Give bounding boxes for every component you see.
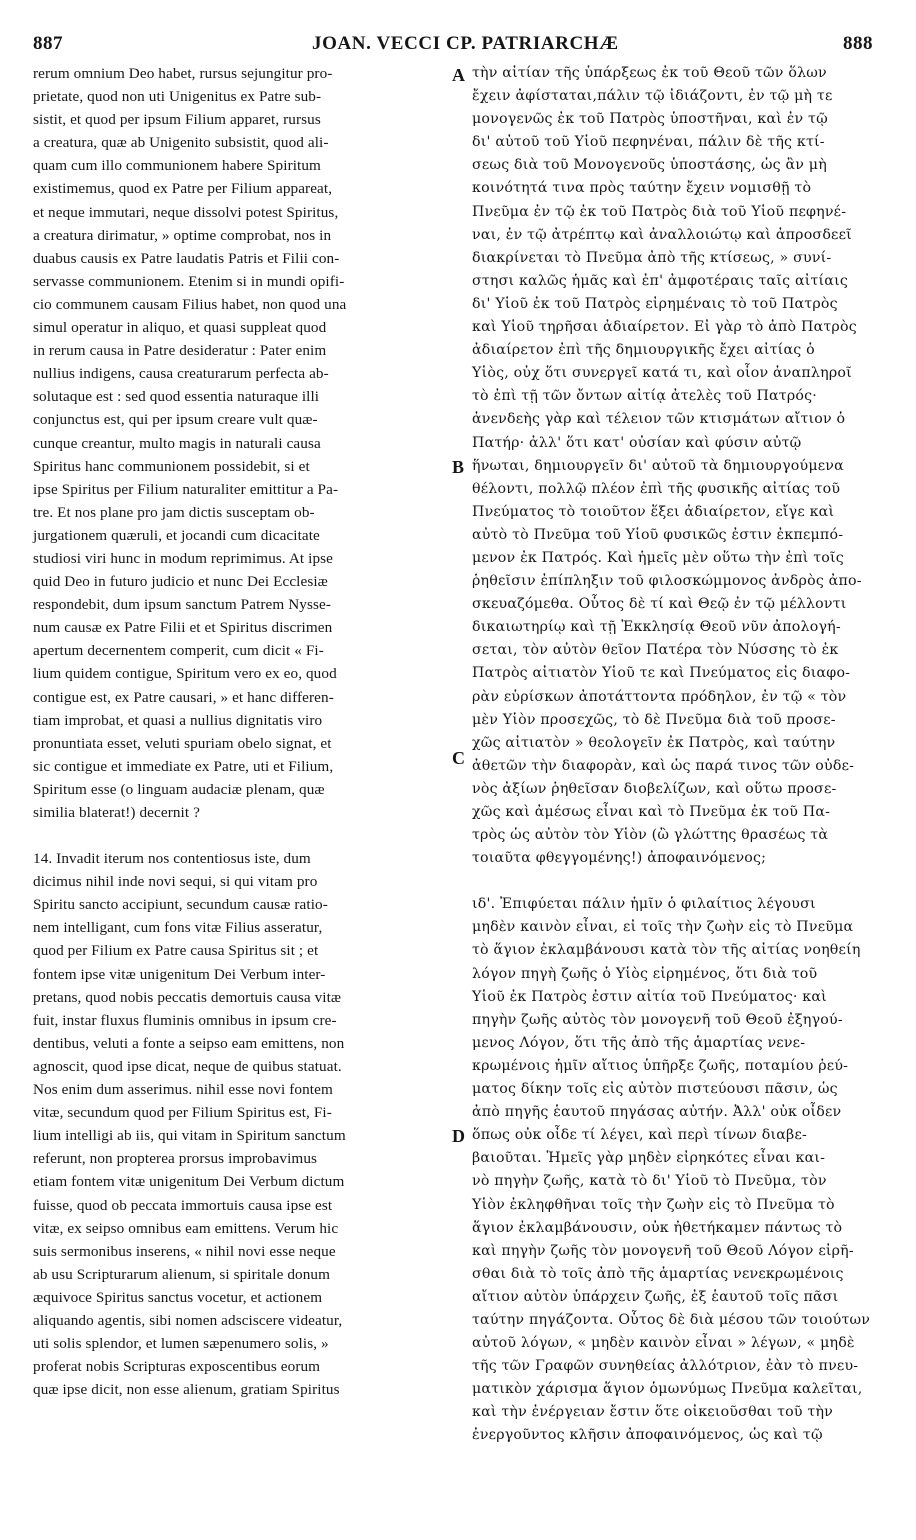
greek-text-line: τὸ ἐπὶ τῇ τῶν ὄντων αἰτίᾳ ἀτελὲς τοῦ Πατρός· [472,388,817,405]
running-title: JOAN. VECCI CP. PATRIARCHÆ [312,33,619,54]
greek-text-line: μενος Λόγον, ὅτι τῆς ἀπὸ τῆς ἁμαρτίας νενε- [472,1034,806,1051]
latin-text-line: existimemus, quod ex Patre per Filium appareat, [33,180,333,198]
latin-text-line: agnoscit, quod ipse dicat, neque de quibus statuat. [33,1057,342,1075]
greek-text-line: ἅγιον ἐκλαμβάνουσιν, οὐκ ἠθετήκαμεν πάντως τὸ [472,1219,843,1236]
greek-text-line: Υἱὸν ἐκληφθῆναι τοῖς τὴν ζωὴν εἰς τὸ Πνεῦμα τὸ [472,1196,835,1213]
latin-paragraph-2 [33,847,451,1401]
greek-text-line: πηγὴν ζωῆς αὐτὸς τὸν μονογενῆ τοῦ Θεοῦ ἐξηγού- [472,1011,843,1028]
greek-text-line: ἀθετῶν τὴν διαφορὰν, καὶ ὡς παρά τινος τῶν οὐδε- [472,757,855,774]
latin-text-line: cio communem causam Filius habet, non quod una [33,295,347,313]
greek-text-line: καὶ πηγὴν ζωῆς τὸν μονογενῆ τοῦ Θεοῦ Λόγον εἰρῆ- [472,1242,854,1259]
greek-text-line: σκευαζόμεθα. Οὗτος δὲ τί καὶ Θεῷ ἐν τῷ μέλλοντι [472,596,847,613]
greek-text-line: στησι καλῶς ἡμᾶς καὶ ἐπ' ἀμφοτέραις ταῖς αἰτίαις [472,272,848,289]
latin-text-line: 14. Invadit iterum nos contentiosus iste, dum [33,850,311,868]
greek-text-line: μενον ἐκ Πατρός. Καὶ ἡμεῖς μὲν οὕτω τὴν ἐπὶ τοῖς [472,549,844,566]
latin-text-line: vitæ, ex seipso omnibus eam emittens. Verum hic [33,1219,339,1237]
paragraph-gap [33,824,451,847]
greek-paragraph-1 [472,62,882,870]
latin-text-line: pronuntiata esset, veluti spuriam obelo signat, et [33,734,332,752]
greek-text-line: καὶ Υἱοῦ τηρῆσαι ἀδιαίρετον. Εἰ γὰρ τὸ ἀπὸ Πατρὸς [472,319,857,336]
greek-text-line: θέλοντι, πολλῷ πλέον ἐπὶ τῆς φυσικῆς αἰτίας τοῦ [472,480,841,497]
latin-text-line: referunt, non propterea prorsus improbavimus [33,1150,318,1168]
latin-text-line: nem intelligant, cum fons vitæ Filius asseratur, [33,919,323,937]
greek-text-line: κρωμένοις ἡμῖν αἴτιος ὑπῆρξε ζωῆς, ποταμίου ῥεύ- [472,1057,849,1074]
greek-text-line: ὅπως οὐκ οἶδε τί λέγει, καὶ περὶ τίνων διαβε- [472,1127,807,1144]
latin-text-line: tre. Et nos plane pro jam dictis susceptam ob- [33,503,315,521]
latin-text-line: conjunctus est, qui per ipsum creare vult quæ- [33,411,318,429]
greek-text-line: δικαιωτηρίῳ καὶ τῇ Ἐκκλησίᾳ Θεοῦ νῦν ἀπολογή- [472,619,841,636]
latin-text-line: similia blaterat!) decernit ? [33,804,200,821]
latin-text-line: duabus causis ex Patre laudatis Patris et Filii con- [33,249,340,267]
latin-text-line: Spiritum esse (o linguam audaciæ plenam, quæ [33,780,325,798]
greek-text-line: Υἱὸς, οὐχ ὅτι συνεργεῖ κατά τι, καὶ οἷον ἀναπληροῖ [472,365,852,382]
greek-text-line: ματικὸν χάρισμα ἅγιον ὁμωνύμως Πνεῦμα καλεῖται, [472,1381,863,1398]
latin-text-line: pretans, quod nobis peccatis demortuis causa vitæ [33,988,342,1006]
latin-text-line: ipse Spiritus per Filium naturaliter emittitur a Pa- [33,480,339,498]
latin-text-line: tiam improbat, et quasi a nullius dignitatis viro [33,711,323,729]
latin-text-line: rerum omnium Deo habet, rursus sejungitur pro- [33,65,333,82]
greek-text-line: χῶς αἰτιατὸν » θεολογεῖν ἐκ Πατρὸς, καὶ ταύτην [472,734,836,751]
latin-text-line: aliquando agentis, sibi nomen adsciscere videatur, [33,1311,343,1329]
greek-text-line: νὸ πηγὴν ζωῆς, κατὰ τὸ δι' Υἱοῦ τὸ Πνεῦμα, τὸν [472,1173,827,1190]
greek-text-line: Πνεύματος τὸ τοιοῦτον ἕξει ἀδιαίρετον, εἴγε καὶ [472,503,835,520]
latin-text-line: a creatura dirimatur, » optime comprobat, nos in [33,226,332,244]
latin-text-line: sic contigue et immediate ex Patre, uti et Filium, [33,757,334,775]
latin-text-line: ab usu Scripturarum alienum, si spiritale donum [33,1265,331,1283]
greek-text-line: ἀδιαίρετον ἐπὶ τῆς δημιουργικῆς ἔχει αἰτίας ὁ [472,342,815,359]
greek-text-line: δι' Υἱοῦ ἐκ τοῦ Πατρὸς εἰρημέναις τὸ τοῦ Πατρὸς [472,295,838,312]
latin-text-line: suis sermonibus inserens, « nihil novi esse neque [33,1242,336,1260]
greek-text-line: ἐνεργοῦντος κλῆσιν ἀποφαινόμενος, ὡς καὶ τῷ [472,1427,823,1444]
latin-text-line: sistit, et quod per ipsum Filium apparet, rursus [33,111,321,129]
latin-text-line: proferat nobis Scripturas exposcentibus eorum [33,1358,321,1376]
latin-text-line: lium quidem contigue, Spiritum vero ex eo, quod [33,665,337,683]
greek-text-line: τὴν αἰτίαν τῆς ὑπάρξεως ἐκ τοῦ Θεοῦ τῶν ὅλων [472,65,827,81]
latin-text-line: uti solis splendor, et lumen sæpenumero solis, » [33,1335,329,1353]
greek-text-line: ἥνωται, δημιουργεῖν δι' αὐτοῦ τὰ δημιουργούμενα [472,457,844,474]
latin-text-line: etiam fontem vitæ unigenitum Dei Verbum dictum [33,1173,345,1191]
margin-marker-b: B [452,457,465,477]
latin-text-line: jurgationem quæruli, et jocandi cum dicacitate [33,526,320,544]
greek-text-line: αἴτιον αὐτὸν ὑπάρχειν ζωῆς, ἐξ ἑαυτοῦ τοῖς πᾶσι [472,1288,839,1305]
latin-text-line: simul operatur in aliquo, et quasi suppleat quod [33,319,327,337]
greek-text-line: ματος δίκην τοῖς εἰς αὐτὸν πιστεύουσι πᾶσιν, ὡς [472,1081,838,1098]
latin-text-line: Spiritus hanc communionem possidebit, si et [33,457,310,475]
latin-text-line: in rerum causa in Patre desideratur : Pater enim [33,342,327,360]
greek-text-line: ρὰν εὑρίσκων ἀποτάττοντα πρόδηλον, ἐν τῷ « τὸν [472,688,847,705]
greek-text-line: λόγον πηγὴ ζωῆς ὁ Υἱὸς εἰρημένος, ὅτι διὰ τοῦ [472,965,818,982]
greek-text-line: μὲν Υἱὸν προσεχῶς, τὸ δὲ Πνεῦμα διὰ τοῦ προσε- [472,711,836,728]
greek-column [472,62,882,1448]
greek-text-line: καὶ τὴν ἐνέργειαν ἔστιν ὅτε οἰκειοῦσθαι τοῦ τὴν [472,1404,833,1421]
greek-text-line: ἀνενδεὴς γὰρ καὶ τέλειον τῶν κτισμάτων αἴτιον ὁ [472,411,846,428]
greek-text-line: κοινότητά τινα πρὸς ταύτην ἔχειν νομισθῇ τὸ [472,180,812,197]
latin-text-line: cunque creantur, multo magis in naturali causa [33,434,321,452]
greek-text-line: τρὸς ὡς αὐτὸν τὸν Υἱὸν (ὢ γλώττης θρασέως τὰ [472,827,829,844]
latin-text-line: quæ ipse dicit, non esse alienum, gratiam Spiritus [33,1381,340,1399]
latin-text-line: fontem ipse vitæ unigenitum Dei Verbum inter- [33,965,326,983]
right-page-number: 888 [843,33,873,54]
latin-text-line: respondebit, dum ipsum sanctum Patrem Nysse- [33,596,331,614]
latin-text-line: a creatura, quæ ab Unigenito subsistit, quod ali- [33,134,329,152]
latin-text-line: num causæ ex Patre Filii et et Spiritus discrimen [33,619,333,637]
greek-text-line: τοιαῦτα φθεγγομένης!) ἀποφαινόμενος; [472,850,767,867]
greek-text-line: Πνεῦμα ἐν τῷ ἐκ τοῦ Πατρὸς διὰ τοῦ Υἱοῦ πεφηνέ- [472,203,847,220]
greek-text-line: μηδὲν καινὸν εἶναι, εἰ τοῖς τὴν ζωὴν εἰς τὸ Πνεῦμα [472,919,854,936]
latin-text-line: Nos enim dum asserimus. nihil esse novi fontem [33,1081,333,1099]
latin-text-line: servasse communionem. Etenim si in mundi opifi- [33,272,345,290]
latin-text-line: contigue est, ex Patre causari, » et hanc differen- [33,688,334,706]
latin-text-line: fuisse, quod ob peccata immortuis causa ipse est [33,1196,333,1214]
latin-text-line: prietate, quod non uti Unigenitus ex Patre sub- [33,88,322,106]
greek-text-line: μονογενῶς ἐκ τοῦ Πατρὸς ὑποστῆναι, καὶ ἐν τῷ [472,111,828,128]
greek-paragraph-2 [472,893,882,1447]
latin-text-line: vitæ, secundum quod per Filium Spiritus est, Fi- [33,1104,332,1122]
greek-text-line: δι' αὐτοῦ τοῦ Υἱοῦ πεφηνέναι, πάλιν δὲ τῆς κτί- [472,134,825,151]
greek-text-line: ιδ'. Ἐπιφύεται πάλιν ἡμῖν ὁ φιλαίτιος λέγουσι [472,896,816,913]
margin-marker-c: C [452,748,465,768]
greek-text-line: χῶς καὶ ἀμέσως εἶναι καὶ τὸ Πνεῦμα ἐκ τοῦ Πα- [472,804,831,820]
greek-text-line: ἀπὸ πηγῆς ἑαυτοῦ πηγάσας αὐτήν. Ἀλλ' οὐκ οἶδεν [472,1104,842,1121]
latin-text-line: nullius indigens, causa creaturarum perfecta ab- [33,365,329,383]
latin-text-line: studiosi viri hunc in modum reprimimus. At ipse [33,549,334,567]
greek-text-line: Πατήρ· ἀλλ' ὅτι κατ' οὐσίαν καὶ φύσιν αὐτῷ [472,434,802,451]
greek-text-line: βαιοῦται. Ἡμεῖς γὰρ μηδὲν εἰρηκότες εἶναι και- [472,1150,826,1167]
latin-text-line: quod per Filium ex Patre causa Spiritus sit ; et [33,942,319,960]
latin-text-line: lium intelligi ab iis, qui vitam in Spiritum sanctum [33,1127,346,1145]
greek-text-line: σεως διὰ τοῦ Μονογενοῦς ὑποστάσης, ὡς ἂν μὴ [472,157,827,174]
greek-text-line: νὸς ἀξίων ῥηθεῖσαν διοβελίζων, καὶ οὕτω προσε- [472,780,837,797]
latin-paragraph-1 [33,62,451,824]
greek-text-line: ταύτην πηγάζοντα. Οὗτος δὲ διὰ μέσου τῶν τοιούτων [472,1311,871,1328]
latin-column [33,62,451,1401]
greek-text-line: αὐτοῦ λόγων, « μηδὲν καινὸν εἶναι » λέγων, « μηδὲ [472,1335,855,1352]
latin-text-line: quid Deo in futuro judicio et nunc Dei Ecclesiæ [33,573,328,591]
latin-text-line: apertum decernentem comperit, cum dicit « Fi- [33,642,324,660]
greek-text-line: τὸ ἅγιον ἐκλαμβάνουσι κατὰ τὸν τῆς αἰτίας νοηθείη [472,942,861,959]
greek-text-line: ἔχειν ἀφίσταται,πάλιν τῷ ἰδιάζοντι, ἐν τῷ μὴ τε [472,88,833,105]
greek-text-line: σεται, τὸν αὐτὸν θεῖον Πατέρα τὸν Νύσσης τὸ ἐκ [472,642,839,659]
greek-text-line: ῥηθεῖσιν ἐπίπληξιν τοῦ φιλοσκώμμονος ἀνδρὸς ἀπο- [472,573,862,590]
left-page-number: 887 [33,33,63,54]
latin-text-line: solutaque est : sed quod essentia naturaque illi [33,388,320,406]
latin-text-line: et neque immutari, neque dissolvi potest Spiritus, [33,203,339,221]
greek-text-line: Υἱοῦ ἐκ Πατρὸς ἐστιν αἰτία τοῦ Πνεύματος· καὶ [472,988,827,1005]
margin-marker-d: D [452,1126,465,1146]
greek-text-line: αὐτὸ τὸ Πνεῦμα τοῦ Υἱοῦ φυσικῶς ἐστιν ἐκπεμπό- [472,526,844,543]
greek-text-line: σθαι διὰ τὸ τοῖς ἀπὸ τῆς ἁμαρτίας νενεκρωμένοις [472,1265,844,1282]
paragraph-gap [472,870,882,893]
latin-text-line: Spiritu sancto accipiunt, secundum causæ ratio- [33,896,328,914]
latin-text-line: dicimus nihil inde novi sequi, si qui vitam pro [33,873,318,891]
latin-text-line: fuit, instar fluxus fluminis omnibus in ipsum cre- [33,1011,337,1029]
greek-text-line: τῆς τῶν Γραφῶν συνηθείας ἀλλότριον, ἐὰν τὸ πνευ- [472,1358,859,1375]
greek-text-line: Πατρὸς αἰτιατὸν Υἱοῦ τε καὶ Πνεύματος εἰς διαφο- [472,665,851,682]
latin-text-line: dentibus, veluti a fonte a seipso eam emittens, non [33,1034,345,1052]
margin-marker-a: A [452,65,465,85]
greek-text-line: διακρίνεται τὸ Πνεῦμα ἀπὸ τῆς κτίσεως, » συνί- [472,249,832,266]
latin-text-line: quam cum illo communionem habere Spiritum [33,157,321,175]
greek-text-line: ναι, ἐν τῷ ἀτρέπτῳ καὶ ἀναλλοιώτῳ καὶ ἀπροσδεεῖ [472,226,852,243]
latin-text-line: æquivoce Spiritus sanctus vocetur, et actionem [33,1288,323,1306]
